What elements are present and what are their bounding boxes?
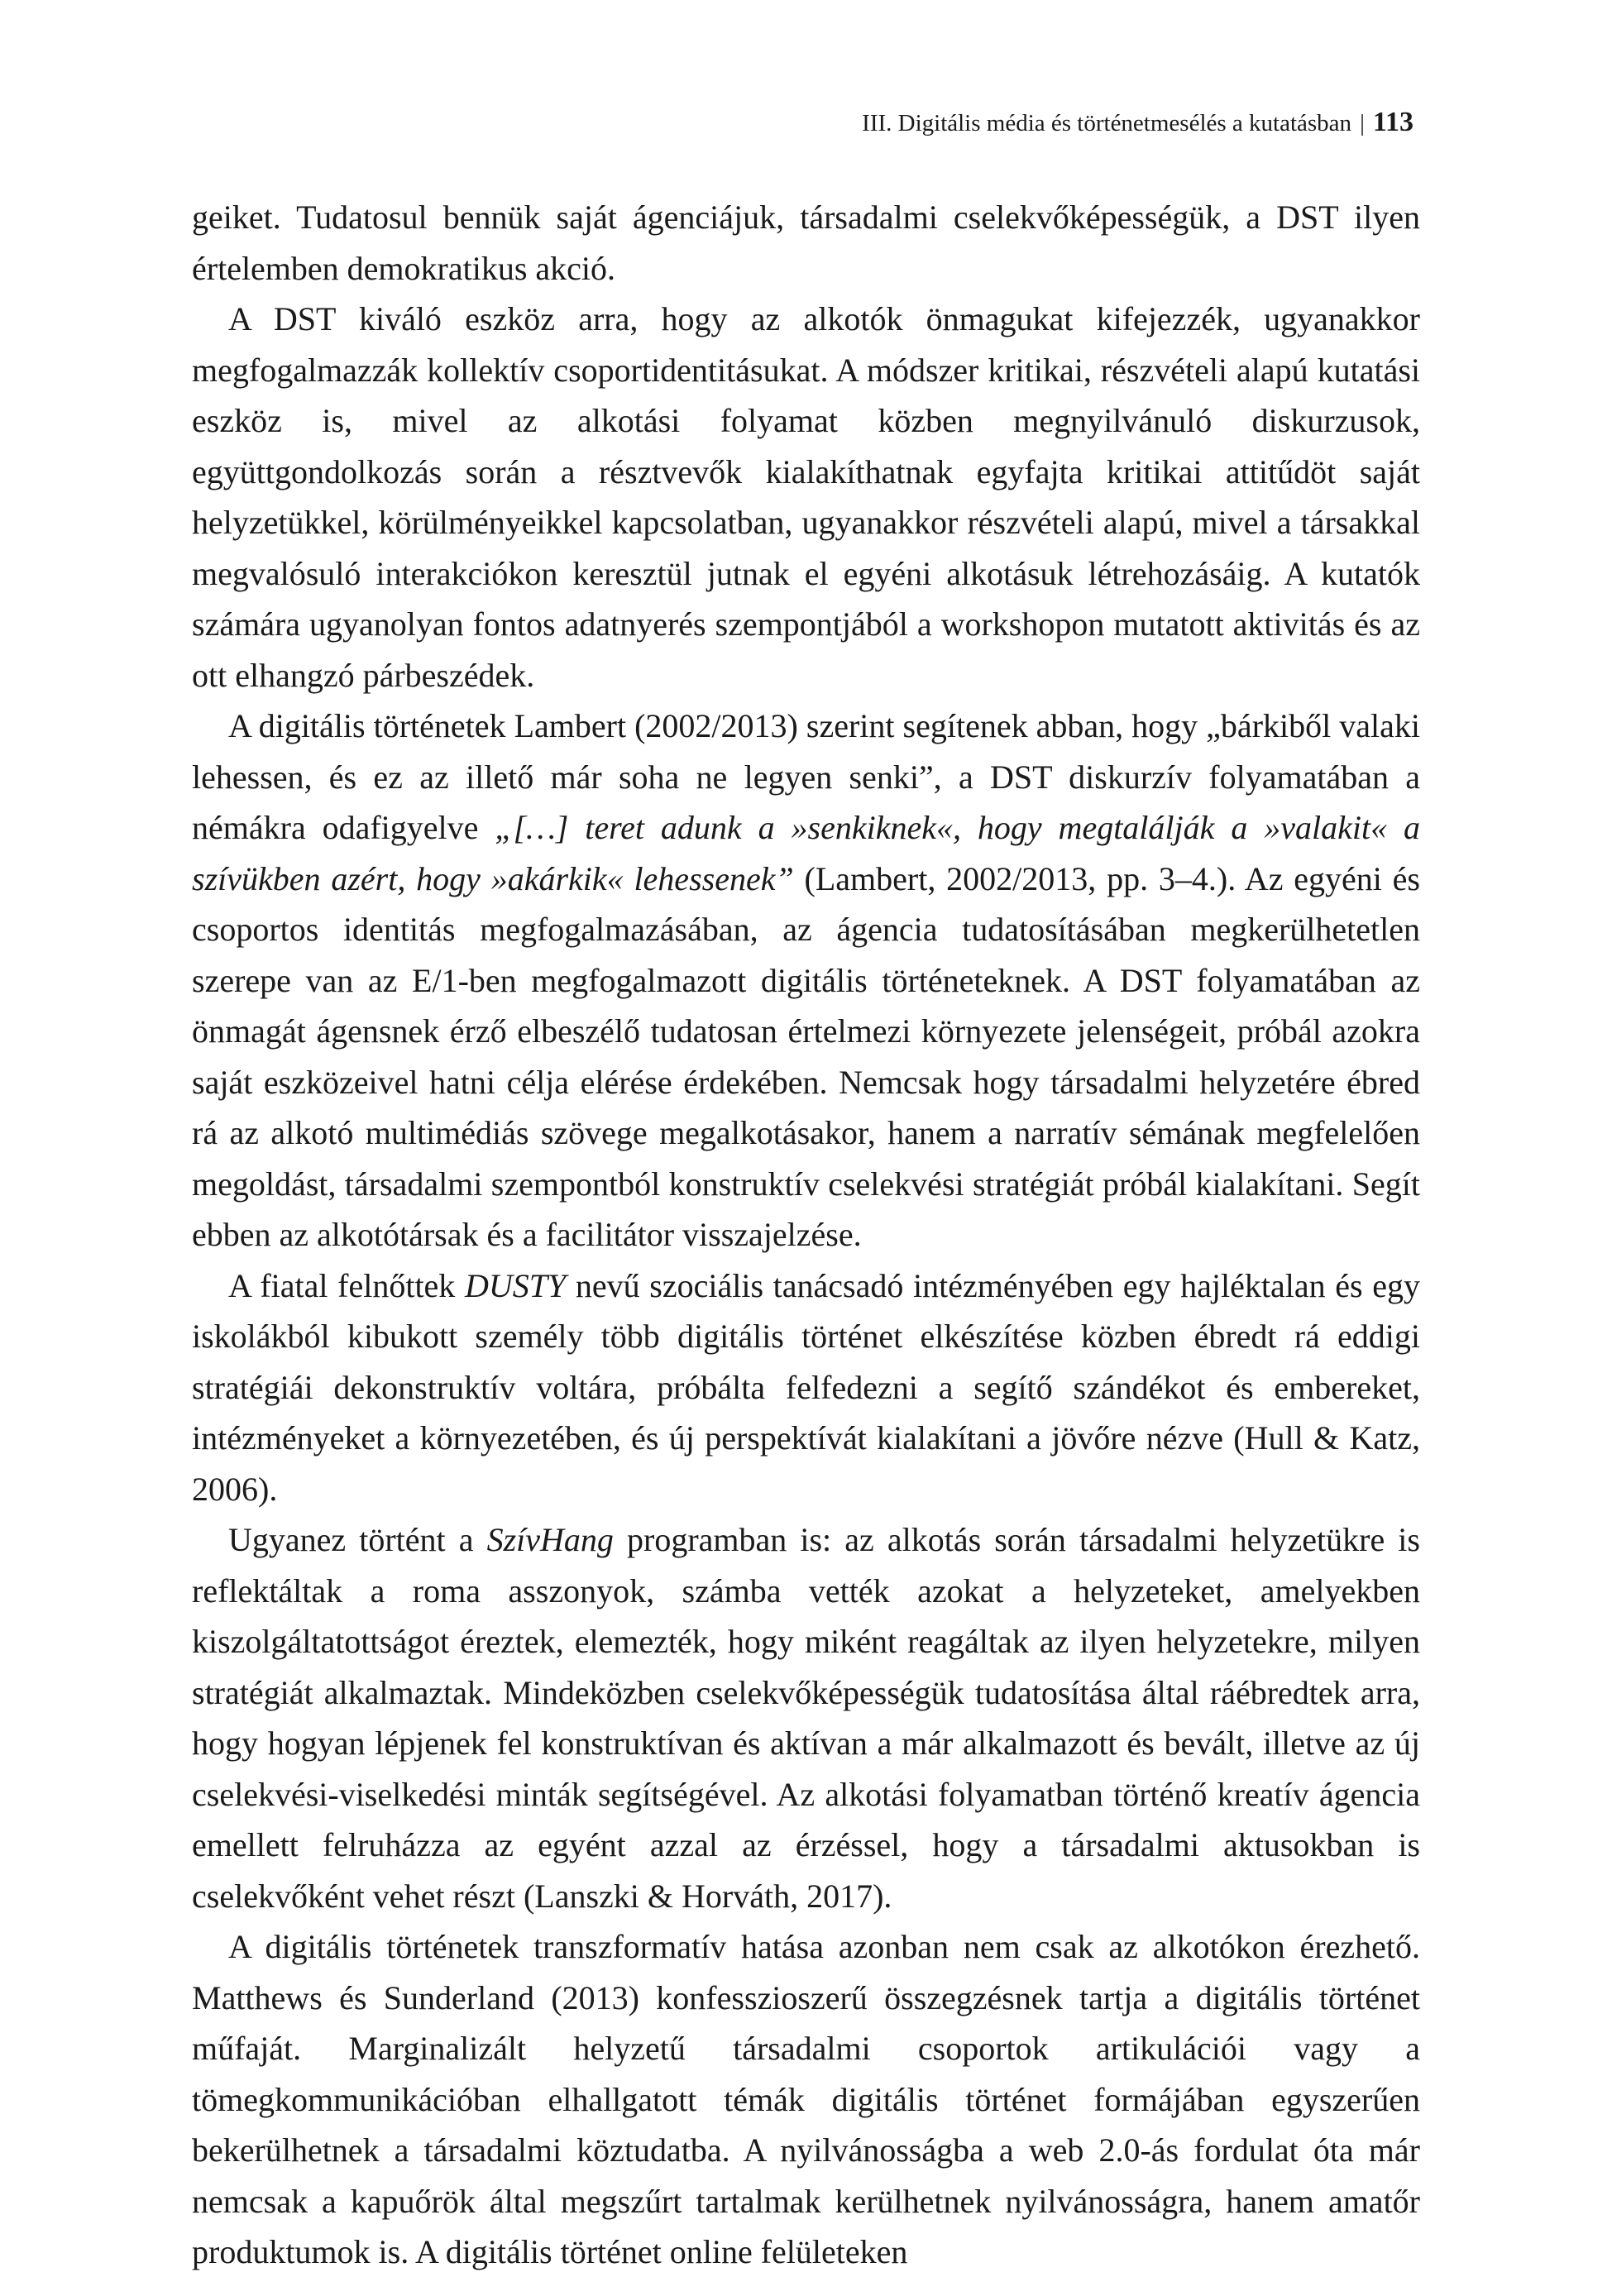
running-title: III. Digitális média és történetmesélés a kutatásban [862,110,1352,136]
text-run: A DST kiváló eszköz arra, hogy az alkotók önmagukat kifejezzék, ugyanakkor megfogalmazzák kollektív csoportidentitásukat. A módszer kritikai, részvételi alapú kutatási eszköz is, mivel az alkotási folyamat közben megnyilvánuló diskurzusok, együttgondolkozás során a résztvevők kialakíthatnak egyfajta kritikai attitűdöt saját helyzetükkel, körülményeikkel kapcsolatban, ugyanakkor részvételi alapú, mivel a társakkal megvalósuló interakciókon keresztül jutnak el egyéni alkotásuk létrehozásáig. A kutatók számára ugyanolyan fontos adatnyerés szempontjából a workshopon mutatott aktivitás és az ott elhangzó párbeszédek. [192,300,1420,694]
paragraph [192,1514,1420,1921]
text-run: nevű szociális tanácsadó intézményében egy hajléktalan és egy iskolákból kibukott személy több digitális történet elkészítése közben ébredt rá eddigi stratégiái dekonstruktív voltára, próbálta felfedezni a segítő szándékot és embereket, intézményeket a környezetében, és új perspektívát kialakítani a jövőre nézve (Hull & Katz, 2006). [192,1266,1421,1508]
text-run: geiket. Tudatosul bennük saját ágenciájuk, társadalmi cselekvőképességük, a DST ilyen értelemben demokratikus akció. [192,199,1420,287]
text-run: programban is: az alkotás során társadalmi helyzetükre is reflektáltak a roma asszonyok, számba vették azokat a helyzeteket, amelyekben kiszolgáltatottságot éreztek, elemezték, hogy miként reagáltak az ilyen helyzetekre, milyen stratégiát alkalmaztak. Mindeközben cselekvőképességük tudatosítása által ráébredtek arra, hogy hogyan lépjenek fel konstruktívan és aktívan a már alkalmazott és bevált, illetve az új cselekvési-viselkedési minták segítségével. Az alkotási folyamatban történő kreatív ágencia emellett felruházza az egyént azzal az érzéssel, hogy a társadalmi aktusokban is cselekvőként vehet részt (Lanszki & Horváth, 2017). [192,1521,1420,1915]
paragraph [192,701,1420,1260]
text-run: Ugyanez történt a [228,1521,487,1558]
paragraph [192,192,1420,294]
paragraph [192,294,1420,701]
italic-text: DUSTY [464,1266,567,1304]
paragraph [192,1921,1420,2278]
body-text [192,192,1420,2278]
italic-text: SzívHang [486,1521,614,1558]
text-run: A fiatal felnőttek [228,1266,465,1304]
header-separator: | [1360,110,1365,136]
paragraph [192,1260,1420,1515]
text-run: (Lambert, 2002/2013, pp. 3–4.). Az egyéni és csoportos identitás megfogalmazásában, az ágencia tudatosításában megkerülhetetlen szerepe van az E/1-ben megfogalmazott digitális történeteknek. A DST folyamatában az önmagát ágensnek érző elbeszélő tudatosan értelmezi környezete jelenségeit, próbál azokra saját eszközeivel hatni célja elérése érdekében. Nemcsak hogy társadalmi helyzetére ébred rá az alkotó multimédiás szövege megalkotásakor, hanem a narratív sémának megfelelően megoldást, társadalmi szempontból konstruktív cselekvési stratégiát próbál kialakítani. Segít ebben az alkotótársak és a facilitátor visszajelzése. [192,859,1421,1253]
text-run: A digitális történetek Lambert (2002/2013) szerint segítenek abban, hogy „bárkiből valaki lehessen, és ez az illető már soha ne legyen senki”, a DST diskurzív folyamatában a némákra odafigyelve [192,707,1420,846]
italic-text: „[…] teret adunk a »senkiknek«, hogy megtalálják a »valakit« a szívükben azért, hogy »akárkik« lehessenek” [192,809,1420,897]
page-number: 113 [1372,107,1413,137]
running-head [862,106,1413,140]
text-run: A digitális történetek transzformatív hatása azonban nem csak az alkotókon érezhető. Matthews és Sunderland (2013) konfesszioszerű összegzésnek tartja a digitális történet műfaját. Marginalizált helyzetű társadalmi csoportok artikulációi vagy a tömegkommunikációban elhallgatott témák digitális történet formájában egyszerűen bekerülhetnek a társadalmi köztudatba. A nyilvánosságba a web 2.0-ás fordulat óta már nemcsak a kapuőrök által megszűrt tartalmak kerülhetnek nyilvánosságra, hanem amatőr produktumok is. A digitális történet online felületeken [192,1928,1420,2270]
